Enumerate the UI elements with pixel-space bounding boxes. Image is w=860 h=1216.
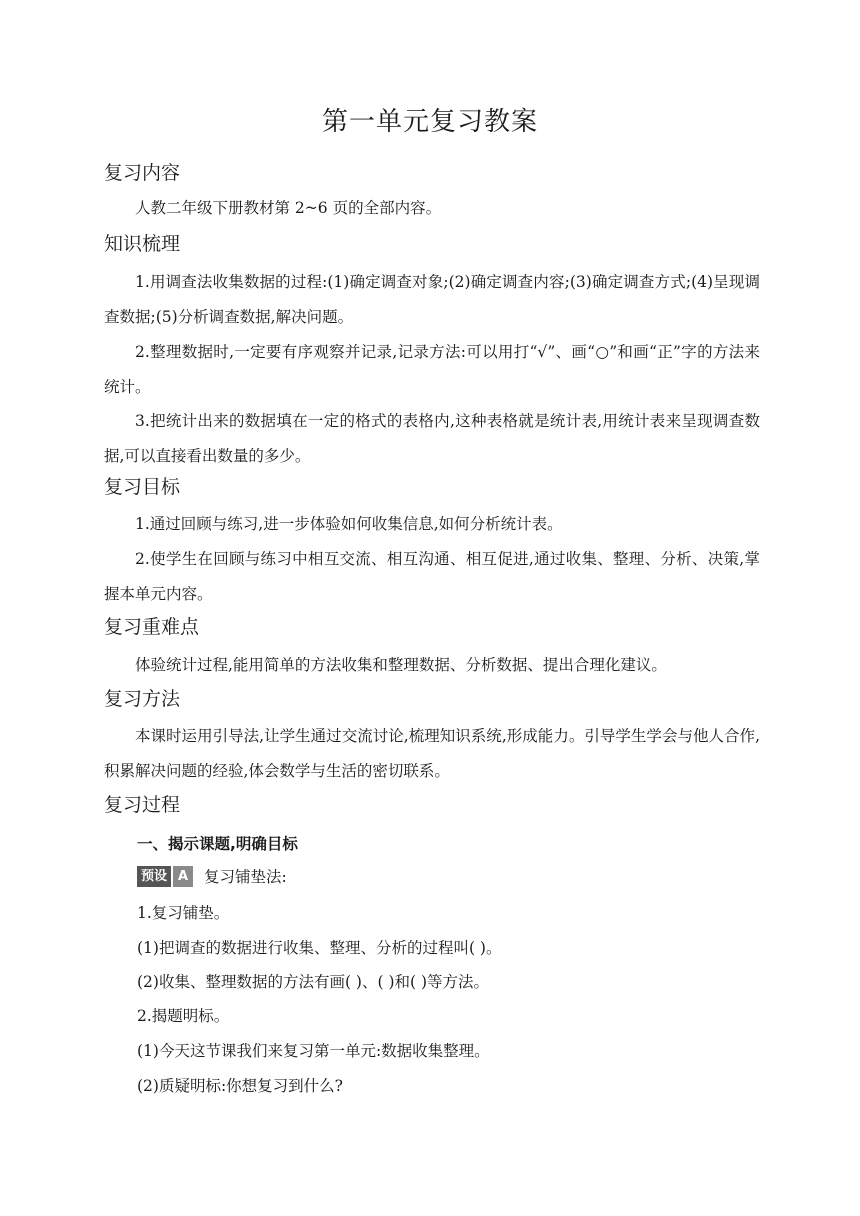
section-heading-goals: 复习目标 — [104, 476, 181, 498]
goals-paragraph-1: 1.通过回顾与练习,进一步体验如何收集信息,如何分析统计表。 — [135, 515, 563, 533]
section-heading-content: 复习内容 — [104, 162, 181, 184]
section-heading-difficulty: 复习重难点 — [104, 616, 200, 638]
method-paragraph: 本课时运用引导法,让学生通过交流讨论,梳理知识系统,形成能力。引导学生学会与他人合作,积累解决问题的经验,体会数学与生活的密切联系。 — [104, 727, 760, 780]
preset-method-text: 复习铺垫法: — [204, 868, 287, 886]
goals-paragraph-2: 2.使学生在回顾与练习中相互交流、相互沟通、相互促进,通过收集、整理、分析、决策,掌握本单元内容。 — [104, 550, 760, 603]
process-line-3: (2)收集、整理数据的方法有画( )、( )和( )等方法。 — [137, 973, 490, 991]
difficulty-paragraph: 体验统计过程,能用简单的方法收集和整理数据、分析数据、提出合理化建议。 — [135, 656, 667, 674]
knowledge-paragraph-1: 1.用调查法收集数据的过程:(1)确定调查对象;(2)确定调查内容;(3)确定调查方式;(4)呈现调查数据;(5)分析调查数据,解决问题。 — [104, 273, 760, 326]
preset-badge — [137, 866, 193, 887]
process-line-4: 2.揭题明标。 — [137, 1007, 230, 1025]
knowledge-paragraph-3: 3.把统计出来的数据填在一定的格式的表格内,这种表格就是统计表,用统计表来呈现调查数据,可以直接看出数量的多少。 — [104, 412, 760, 465]
preset-badge-letter: A — [173, 866, 193, 887]
content-paragraph: 人教二年级下册教材第 2~6 页的全部内容。 — [135, 199, 442, 217]
preset-badge-label: 预设 — [137, 866, 171, 887]
process-line-2: (1)把调查的数据进行收集、整理、分析的过程叫( )。 — [137, 939, 502, 957]
process-line-1: 1.复习铺垫。 — [137, 904, 230, 922]
process-line-5: (1)今天这节课我们来复习第一单元:数据收集整理。 — [137, 1042, 490, 1060]
page-title: 第一单元复习教案 — [321, 107, 538, 137]
knowledge-paragraph-2: 2.整理数据时,一定要有序观察并记录,记录方法:可以用打“√”、画“○”和画“正”字的方法来统计。 — [104, 343, 760, 396]
process-line-6: (2)质疑明标:你想复习到什么? — [137, 1077, 343, 1095]
section-heading-knowledge: 知识梳理 — [104, 233, 181, 255]
section-heading-process: 复习过程 — [104, 794, 181, 816]
section-heading-method: 复习方法 — [104, 688, 181, 710]
process-step-1-heading: 一、揭示课题,明确目标 — [137, 835, 298, 853]
